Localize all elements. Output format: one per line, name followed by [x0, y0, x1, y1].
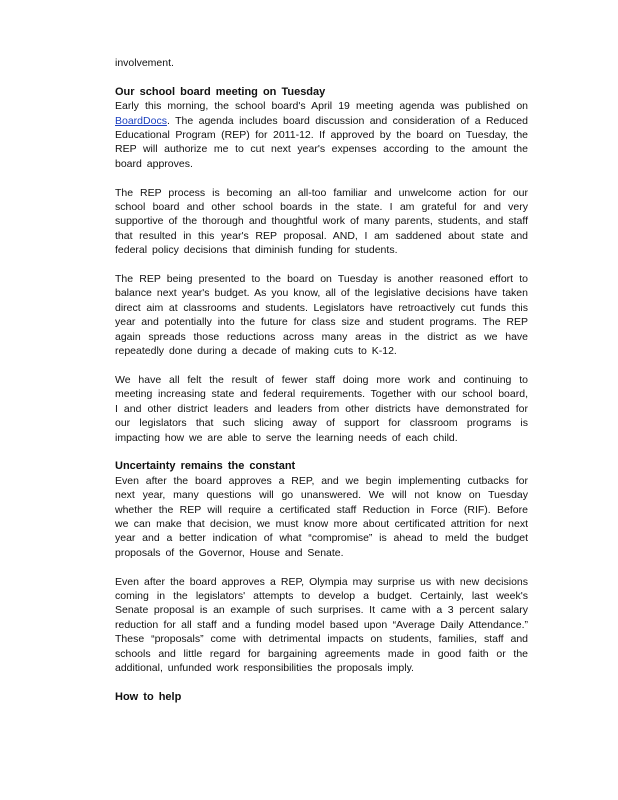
paragraph-rep-process: The REP process is becoming an all-too familiar and unwelcome action for our school board and other school boards in the state. I am grateful for and very supportive of the thorough and thoughtful work of many parents, students, and staff that resulted in this year's REP proposal. AND, I am saddened about state and federal policy decisions that diminish funding for students.	[115, 186, 528, 257]
paragraph-involvement: involvement.	[115, 57, 174, 69]
heading-uncertainty: Uncertainty remains the constant	[115, 460, 296, 473]
heading-how-to-help: How to help	[115, 690, 182, 703]
heading-board-meeting: Our school board meeting on Tuesday	[115, 85, 326, 98]
paragraph-rep-budget: The REP being presented to the board on Tuesday is another reasoned effort to balance next year's budget. As you know, all of the legislative decisions have taken direct aim at classrooms and students. Legislators have retroactively cut funds this year and potentially into the future for class size and student programs. The REP again spreads those reductions across many areas in the district as we have repeatedly done during a decade of making cuts to K-12.	[115, 273, 528, 358]
paragraph-unanswered-questions: Even after the board approves a REP, and we begin implementing cutbacks for next year, many questions will go unanswered. We will not know on Tuesday whether the REP will require a certificated staff Reduction in Force (RIF). Before we can make that decision, we must know more about certificated attrition for next year and a better indication of what “compromise” is ahead to meld the budget proposals of the Governor, House and Senate.	[115, 474, 528, 559]
document-body	[115, 56, 528, 704]
paragraph-fewer-staff: We have all felt the result of fewer staff doing more work and continuing to meeting increasing state and federal requirements. Together with our school board, I and other district leaders and leaders from other districts have demonstrated for our legislators that such slicing away of support for classroom programs is impacting how we are able to serve the learning needs of each child.	[115, 373, 528, 444]
paragraph-agenda-text-start: Early this morning, the school board's April 19 meeting agenda was published on	[115, 100, 528, 113]
paragraph-agenda	[115, 99, 528, 171]
paragraph-agenda-text-end: . The agenda includes board discussion and consideration of a Reduced Educational Program (REP) for 2011-12. If approved by the board on Tuesday, the REP will authorize me to cut next year's expenses according to the amount the board approves.	[115, 114, 528, 170]
boarddocs-link[interactable]: BoardDocs	[115, 114, 167, 127]
paragraph-olympia-surprise: Even after the board approves a REP, Olympia may surprise us with new decisions coming in the legislators' attempts to develop a budget. Certainly, last week's Senate proposal is an example of such surprises. It came with a 3 percent salary reduction for all staff and a funding model based upon “Average Daily Attendance.” These “proposals” come with detrimental impacts on students, families, staff and schools and little regard for bargaining agreements made in good faith or the additional, unfunded work responsibilities the proposals imply.	[115, 575, 528, 674]
